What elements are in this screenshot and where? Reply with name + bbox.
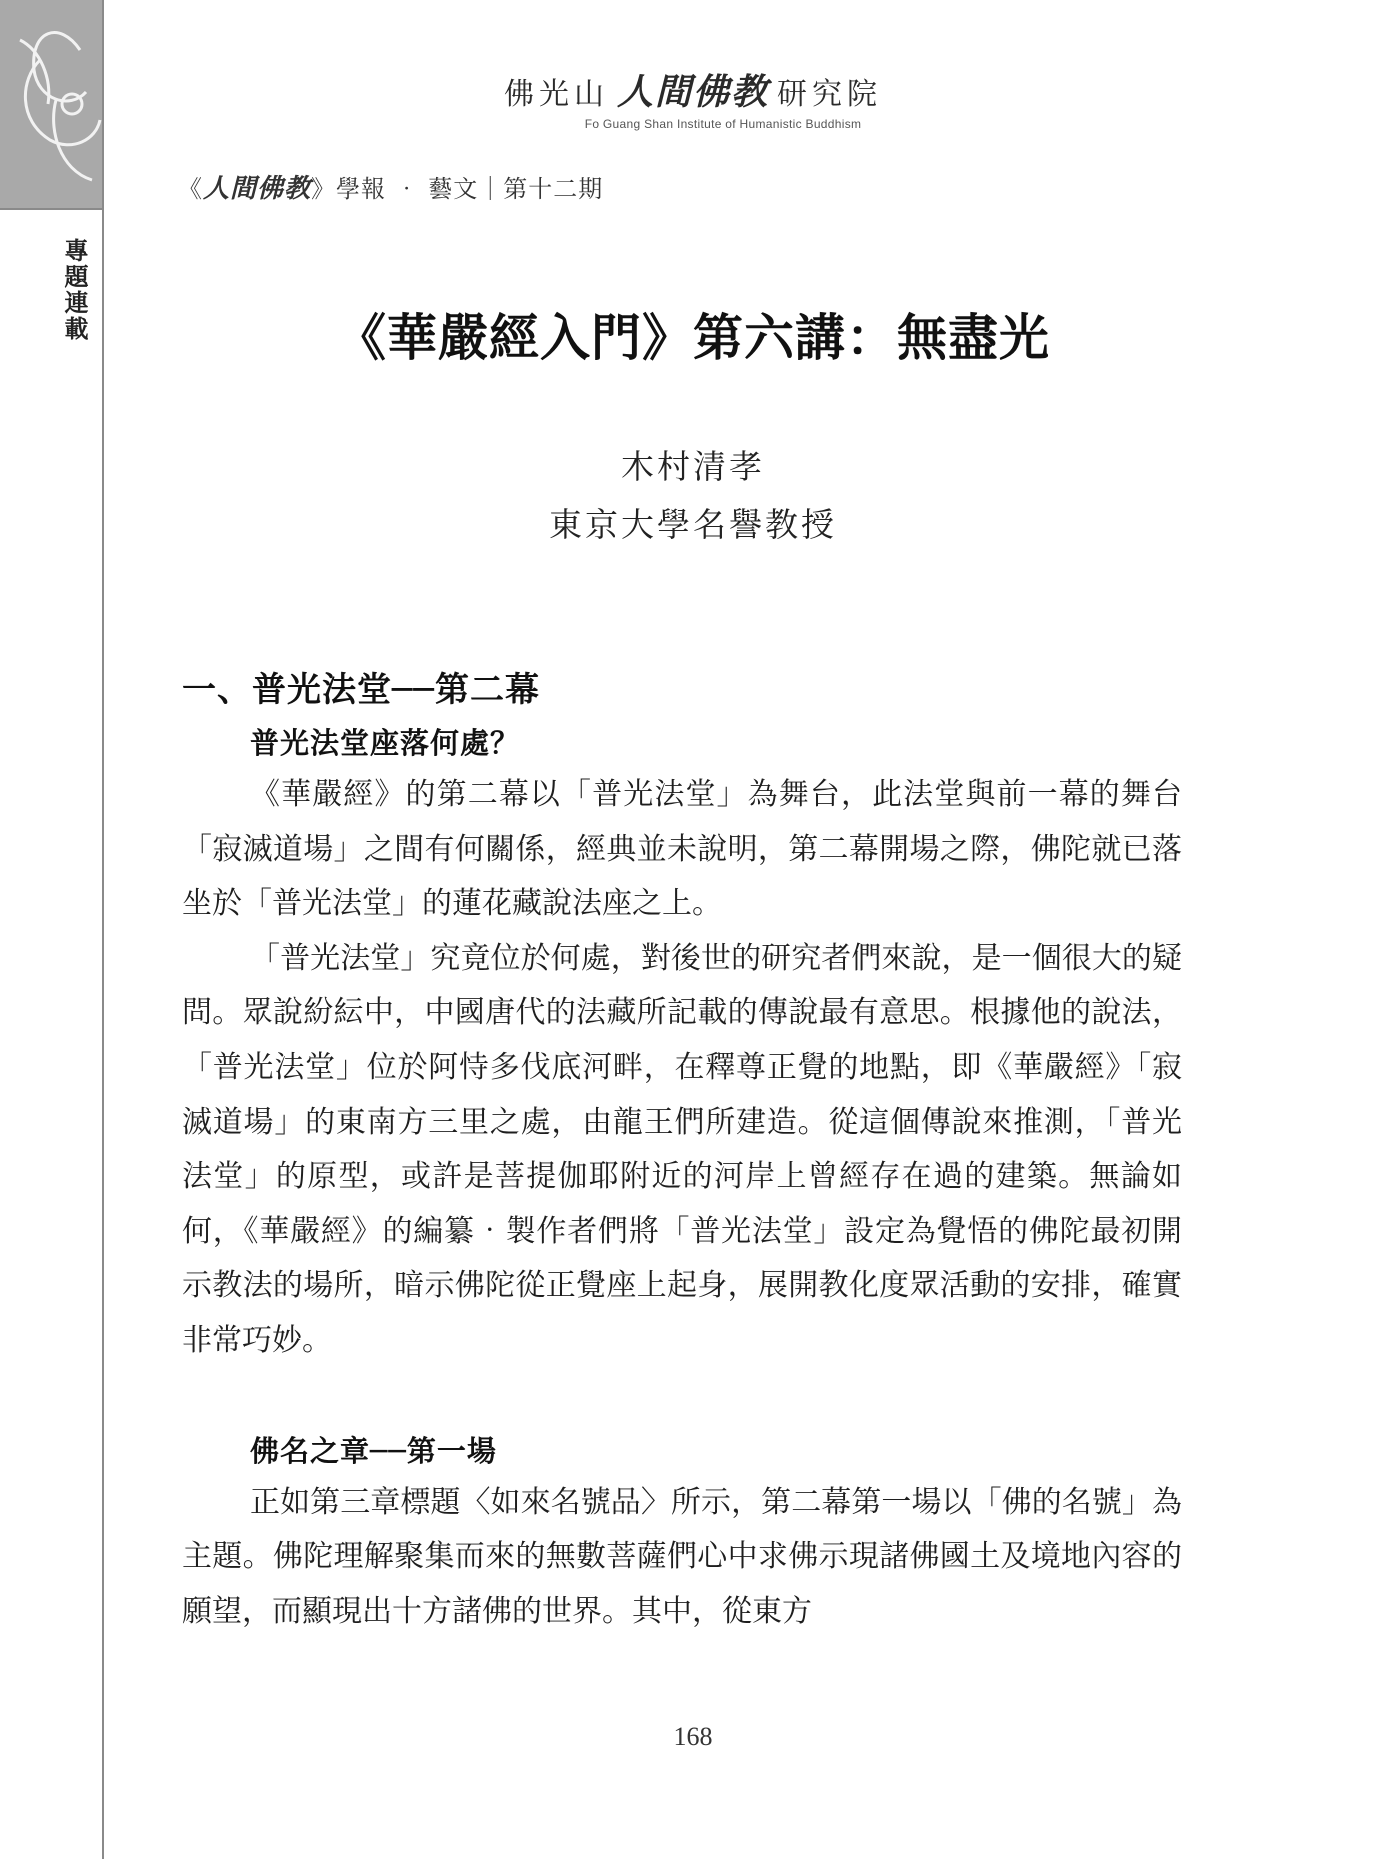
- body-paragraph: 正如第三章標題〈如來名號品〉所示，第二幕第一場以「佛的名號」為主題。佛陀理解聚集而來的無數菩薩們心中求佛示現諸佛國土及境地內容的願望，而顯現出十方諸佛的世界。其中，從東方: [182, 1484, 1182, 1629]
- section-tab-label: 專題連載: [60, 238, 88, 342]
- article-body: [182, 662, 1182, 1639]
- institute-header: [0, 64, 1386, 131]
- journal-running-header: [178, 168, 603, 205]
- margin-rule: [102, 0, 104, 1859]
- institute-suffix: 研究院: [777, 77, 882, 112]
- journal-open-bracket: 《: [178, 175, 203, 203]
- subsection-heading: 佛名之章──第一場: [250, 1433, 497, 1468]
- author-block: [0, 438, 1386, 554]
- journal-issue: 》學報 ‧ 藝文｜第十二期: [311, 175, 604, 203]
- body-paragraph: 《華嚴經》的第二幕以「普光法堂」為舞台，此法堂與前一幕的舞台「寂滅道場」之間有何關係，經典並未說明，第二幕開場之際，佛陀就已落坐於「普光法堂」的蓮花藏說法座之上。: [182, 777, 1182, 922]
- corner-divider: [0, 208, 104, 210]
- body-paragraph: 「普光法堂」究竟位於何處，對後世的研究者們來說，是一個很大的疑問。眾說紛紜中，中國唐代的法藏所記載的傳說最有意思。根據他的說法，「普光法堂」位於阿恃多伐底河畔，在釋尊正覺的地點，即《華嚴經》「寂滅道場」的東南方三里之處，由龍王們所建造。從這個傳說來推測，「普光法堂」的原型，或許是菩提伽耶附近的河岸上曾經存在過的建築。無論如何，《華嚴經》的編纂‧製作者們將「普光法堂」設定為覺悟的佛陀最初開示教法的場所，暗示佛陀從正覺座上起身，展開教化度眾活動的安排，確實非常巧妙。: [182, 940, 1182, 1358]
- article-title: 《華嚴經入門》第六講：無盡光: [336, 308, 1050, 367]
- institute-brand: 人間佛教: [616, 72, 769, 113]
- institute-prefix: 佛光山: [503, 77, 609, 112]
- page-number: 168: [673, 1722, 713, 1751]
- section-heading: 一、普光法堂──第二幕: [182, 670, 540, 710]
- journal-title: 人間佛教: [203, 174, 312, 204]
- author-name: 木村清孝: [621, 447, 765, 486]
- author-affiliation: 東京大學名譽教授: [549, 505, 837, 544]
- institute-english-name: Fo Guang Shan Institute of Humanistic Buddhism: [584, 117, 862, 131]
- subsection-heading: 普光法堂座落何處？: [250, 726, 521, 760]
